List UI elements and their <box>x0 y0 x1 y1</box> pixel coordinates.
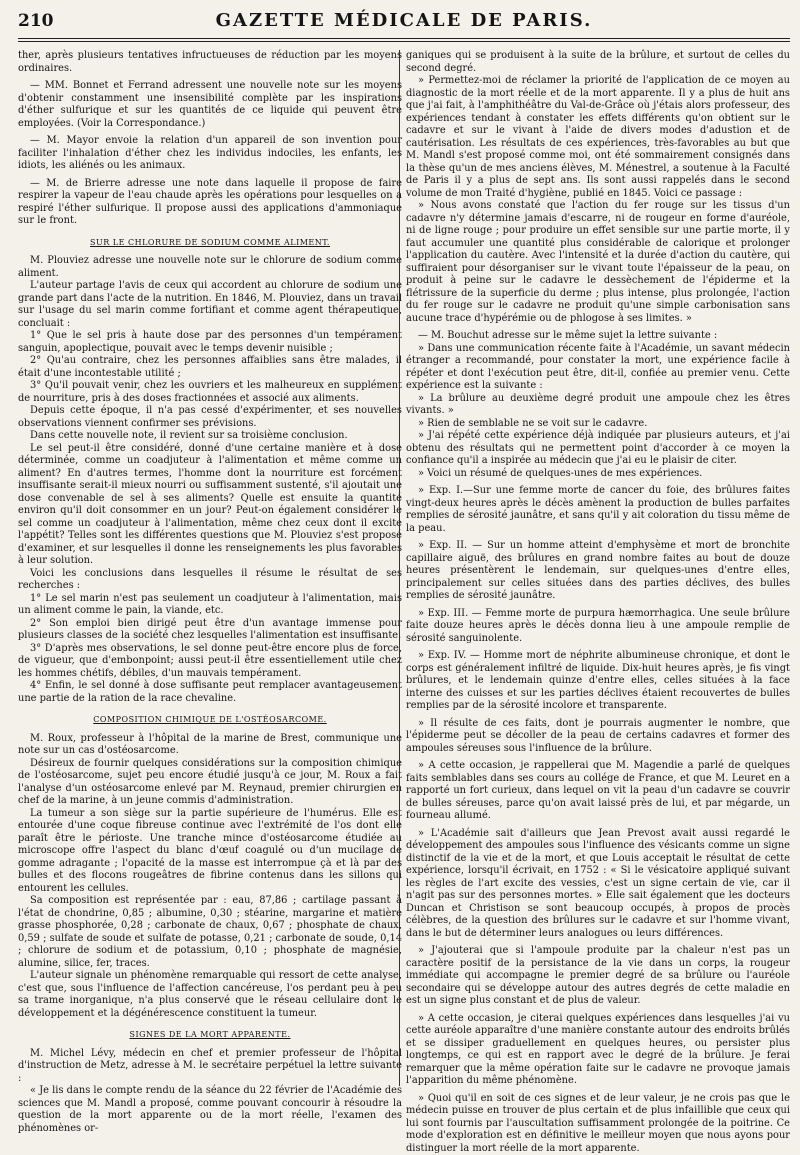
paragraph: M. Michel Lévy, médecin en chef et premier professeur de l'hôpital d'instruction de Metz, adresse à M. le secrétaire perpétuel la lettre suivante : <box>18 1048 402 1086</box>
header-rule-thin <box>18 41 790 42</box>
left-column <box>18 50 402 1086</box>
paragraph: 1° Le sel marin n'est pas seulement un coadjuteur à l'alimentation, mais un aliment comme le pain, la viande, etc. <box>18 593 402 618</box>
journal-title: GAZETTE MÉDICALE DE PARIS. <box>18 10 790 31</box>
paragraph: Désireux de fournir quelques considérations sur la composition chimique de l'ostéosarcome, sujet peu encore étudié jusqu'à ce jour, M. Roux a fait l'analyse d'un ostéosarcome enlevé par M. Reynaud, premier chirurgien en chef de la marine, à un jeune commis d'administration. <box>18 758 402 808</box>
paragraph: » Rien de semblable ne se voit sur le cadavre. <box>406 418 790 431</box>
paragraph: Sa composition est représentée par : eau, 87,86 ; cartilage passant à l'état de chondrine, 0,85 ; albumine, 0,30 ; stéarine, margarine et matière grasse phosphorée, 0,28 ; carbonate de chaux, 0,67 ; phosphate de chaux, 0,59 ; sulfate de soude et sulfate de potasse, 0,21 ; carbonate de soude, 0,14 ; chlorure de sodium et de potassium, 0,10 ; phosphate de magnésie, alumine, silice, fer, traces. <box>18 895 402 970</box>
paragraph: » J'ajouterai que si l'ampoule produite par la chaleur n'est pas un caractère positif de la persistance de la vie dans un corps, la rougeur immédiate qui accompagne le premier degré de sa brûlure ou l'auréole secondaire qui se développe autour des autres degrés de cette maladie en est un signe plus constant et de plus de valeur. <box>406 945 790 1008</box>
paragraph: ganiques qui se produisent à la suite de la brûlure, et surtout de celles du second degré. <box>406 50 790 75</box>
paragraph: » Exp. IV. — Homme mort de néphrite albumineuse chronique, et dont le corps est généralement infiltré de liquide. Dix-huit heures après, je fis vingt brûlures, et le lendemain quinze d'entre elles, celles situées à la face interne des cuisses et sur les parties déclives étaient recouvertes de bulles remplies par de la sérosité incolore et transparente. <box>406 650 790 713</box>
header-rule <box>18 38 790 39</box>
right-column <box>406 50 790 1086</box>
paragraph: » A cette occasion, je rappellerai que M. Magendie a parlé de quelques faits semblables dans ses cours au collége de France, et que M. Leuret en a rapporté un fort curieux, dans lequel on vit la peau d'un cadavre se couvrir de bulles séreuses, parce qu'on avait laissé près de lui, et par mégarde, un fourneau allumé. <box>406 760 790 823</box>
paragraph: Le sel peut-il être considéré, donné d'une certaine manière et à dose déterminée, comme un coadjuteur à l'alimentation et même comme un aliment? En d'autres termes, l'homme dont la nourriture est forcément insuffisante serait-il mieux nourri ou suffisamment sustenté, s'il ajoutait une dose convenable de sel à ses aliments? Quelle est ensuite la quantité environ qu'il doit consommer en un jour? Peut-on également considérer le sel comme un coadjuteur à l'alimentation, même chez ceux dont il excite l'appétit? Telles sont les différentes questions que M. Plouviez s'est proposé d'examiner, et sur lesquelles il donne les renseignements les plus favorables à leur solution. <box>18 443 402 568</box>
paragraph: » Exp. III. — Femme morte de purpura hæmorrhagica. Une seule brûlure faite douze heures après le décès donna lieu à une ampoule remplie de sérosité sanguinolente. <box>406 608 790 646</box>
paragraph: La tumeur a son siège sur la partie supérieure de l'humérus. Elle est entourée d'une coque fibreuse continue avec l'extrémité de l'os dont elle paraît être le périoste. Une tranche mince d'ostéosarcome étudiée au microscope offre l'aspect du blanc d'œuf coagulé ou d'un mucilage de gomme adragante ; l'opacité de la masse est interrompue çà et là par des bulles et des flocons rougeâtres de fibrine contenus dans les sillons qui entourent les cellules. <box>18 808 402 896</box>
paragraph: — M. Bouchut adresse sur le même sujet la lettre suivante : <box>406 330 790 343</box>
paragraph: » J'ai répété cette expérience déjà indiquée par plusieurs auteurs, et j'ai obtenu des résultats qui ne permettent point d'accorder à ce moyen la confiance qu'il a inspirée au médecin que j'ai eu le plaisir de citer. <box>406 430 790 468</box>
paragraph: — M. de Brierre adresse une note dans laquelle il propose de faire respirer la vapeur de l'eau chaude après les opérations pour lesquelles on a respiré l'éther sulfurique. Il propose aussi des applications d'ammoniaque sur le front. <box>18 178 402 228</box>
section-heading: SIGNES DE LA MORT APPARENTE. <box>18 1029 402 1042</box>
column-divider <box>399 50 400 1086</box>
paragraph: Voici les conclusions dans lesquelles il résume le résultat de ses recherches : <box>18 568 402 593</box>
page-number: 210 <box>18 11 54 31</box>
paragraph: L'auteur partage l'avis de ceux qui accordent au chlorure de sodium une grande part dans l'acte de la nutrition. En 1846, M. Plouviez, dans un travail sur l'usage du sel marin comme fortifiant et comme agent thérapeutique, concluait : <box>18 280 402 330</box>
paragraph: 4° Enfin, le sel donné à dose suffisante peut remplacer avantageusement une partie de la ration de la race chevaline. <box>18 680 402 705</box>
paragraph: 2° Son emploi bien dirigé peut être d'un avantage immense pour plusieurs classes de la société chez lesquelles l'alimentation est insuffisante. <box>18 618 402 643</box>
section-heading: SUR LE CHLORURE DE SODIUM COMME ALIMENT. <box>18 237 402 250</box>
paragraph: » L'Académie sait d'ailleurs que Jean Prevost avait aussi regardé le développement des ampoules sous l'influence des vésicants comme un signe distinctif de la vie et de la mort, et que Louis acceptait le résultat de cette expérience, lorsqu'il écrivait, en 1752 : « Si le vésicatoire appliqué suivant les règles de l'art excite des vessies, c'est un signe certain de vie, car il n'agit pas sur des personnes mortes. » Elle sait également que les docteurs Duncan et Christison se sont beaucoup occupés, à propos de procès célèbres, de la question des brûlures sur le cadavre et sur l'homme vivant, dans le but de déterminer leurs analogues ou leurs différences. <box>406 828 790 941</box>
paragraph: » Dans une communication récente faite à l'Académie, un savant médecin étranger a recommandé, pour constater la mort, une expérience facile à répéter et dont l'exécution peut être, dit-il, confiée au premier venu. Cette expérience est la suivante : <box>406 343 790 393</box>
paragraph: » Nous avons constaté que l'action du fer rouge sur les tissus d'un cadavre n'y détermine jamais d'escarre, ni de rougeur en forme d'auréole, ni de ligne rouge ; pour produire un effet sensible sur une partie morte, il y faut accumuler une quantité plus considérable de calorique et prolonger l'application du cautère. Avec l'intensité et la durée d'action du cautère, qui suffiraient pour désorganiser sur le vivant toute l'épaisseur de la peau, on produit à peine sur le cadavre le dessèchement de l'épiderme et la flétrissure de la superficie du derme ; plus intense, plus prolongée, l'action du fer rouge sur le cadavre ne produit qu'une simple carbonisation sans aucune trace d'hypérémie ou de phlogose à ses limites. » <box>406 200 790 325</box>
paragraph: 3° D'après mes observations, le sel donne peut-être encore plus de force, de vigueur, que d'embonpoint; aussi peut-il être essentiellement utile chez les hommes chétifs, débiles, d'un mauvais tempérament. <box>18 643 402 681</box>
paragraph: 3° Qu'il pouvait venir, chez les ouvriers et les malheureux en supplément de nourriture, pris à des doses fractionnées et associé aux aliments. <box>18 380 402 405</box>
paragraph: 2° Qu'au contraire, chez les personnes affaiblies sans être malades, il était d'une incontestable utilité ; <box>18 355 402 380</box>
paragraph: » Exp. II. — Sur un homme atteint d'emphysème et mort de bronchite capillaire aiguë, des brûlures en grand nombre faites au bout de douze heures présentèrent le lendemain, sur quelques-unes d'entre elles, principalement sur celles situées dans des parties déclives, des bulles remplies de sérosité jaunâtre. <box>406 540 790 603</box>
paragraph: » Il résulte de ces faits, dont je pourrais augmenter le nombre, que l'épiderme peut se décoller de la peau de certains cadavres et former des ampoules séreuses sous l'influence de la brûlure. <box>406 718 790 756</box>
paragraph: 1° Que le sel pris à haute dose par des personnes d'un tempérament sanguin, apoplectique, pouvait avec le temps devenir nuisible ; <box>18 330 402 355</box>
paragraph: » Voici un résumé de quelques-unes de mes expériences. <box>406 468 790 481</box>
paragraph: — MM. Bonnet et Ferrand adressent une nouvelle note sur les moyens d'obtenir constamment une insensibilité complète par les inspirations d'éther sulfurique et sur les quantités de ce liquide qui peuvent être employées. (Voir la Correspondance.) <box>18 80 402 130</box>
paragraph: Depuis cette époque, il n'a pas cessé d'expérimenter, et ses nouvelles observations viennent confirmer ses prévisions. <box>18 405 402 430</box>
paragraph: » Exp. I.—Sur une femme morte de cancer du foie, des brûlures faites vingt-deux heures après le décès amènent la production de bulles parfaites remplies de sérosité jaunâtre, et sans qu'il y ait coloration du tissu même de la peau. <box>406 485 790 535</box>
paragraph: » A cette occasion, je citerai quelques expériences dans lesquelles j'ai vu cette auréole apparaître d'une manière constante autour des endroits brûlés et se dissiper graduellement en quelques heures, ou persister plus longtemps, ce qui est en rapport avec le degré de la brûlure. Je ferai remarquer que la même opération faite sur le cadavre ne provoque jamais l'apparition du même phénomène. <box>406 1013 790 1088</box>
section-heading: COMPOSITION CHIMIQUE DE L'OSTÉOSARCOME. <box>18 714 402 727</box>
page-header <box>18 4 790 34</box>
paragraph: — M. Mayor envoie la relation d'un appareil de son invention pour faciliter l'inhalation d'éther chez les individus indociles, les enfants, les idiots, les aliénés ou les animaux. <box>18 135 402 173</box>
paragraph: M. Plouviez adresse une nouvelle note sur le chlorure de sodium comme aliment. <box>18 255 402 280</box>
paragraph: M. Roux, professeur à l'hôpital de la marine de Brest, communique une note sur un cas d'ostéosarcome. <box>18 733 402 758</box>
paragraph: » Quoi qu'il en soit de ces signes et de leur valeur, je ne crois pas que le médecin puisse en trouver de plus certain et de plus infaillible que ceux qui lui sont fournis par l'auscultation suffisamment prolongée de la poitrine. Ce mode d'exploration est en définitive le meilleur moyen que nous ayons pour distinguer la mort réelle de la mort apparente. <box>406 1093 790 1155</box>
paragraph: Dans cette nouvelle note, il revient sur sa troisième conclusion. <box>18 430 402 443</box>
paragraph: » La brûlure au deuxième degré produit une ampoule chez les êtres vivants. » <box>406 393 790 418</box>
paragraph: » Permettez-moi de réclamer la priorité de l'application de ce moyen au diagnostic de la mort réelle et de la mort apparente. Il y a plus de huit ans que j'ai fait, à l'amphithéâtre du Val-de-Grâce où j'étais alors professeur, des expériences tendant à constater les effets différents qu'on obtient sur le cadavre et sur le vivant à l'aide de divers modes d'adustion et de cautérisation. Les résultats de ces expériences, très-favorables au but que M. Mandl s'est proposé comme moi, ont été sommairement consignés dans la thèse qu'un de mes anciens élèves, M. Ménestrel, a soutenue à la Faculté de Paris il y a plus de sept ans. Ils sont aussi rappelés dans le second volume de mon Traité d'hygiène, publié en 1845. Voici ce passage : <box>406 75 790 200</box>
paragraph: ther, après plusieurs tentatives infructueuses de réduction par les moyens ordinaires. <box>18 50 402 75</box>
paragraph: L'auteur signale un phénomène remarquable qui ressort de cette analyse, c'est que, sous l'influence de l'affection cancéreuse, l'os perdant peu à peu sa trame inorganique, n'a plus conservé que le réseau cellulaire dont le développement et la dégénérescence constituent la tumeur. <box>18 970 402 1020</box>
paragraph: « Je lis dans le compte rendu de la séance du 22 février de l'Académie des sciences que M. Mandl a proposé, comme pouvant concourir à résoudre la question de la mort apparente ou de la mort réelle, l'examen des phénomènes or- <box>18 1085 402 1135</box>
